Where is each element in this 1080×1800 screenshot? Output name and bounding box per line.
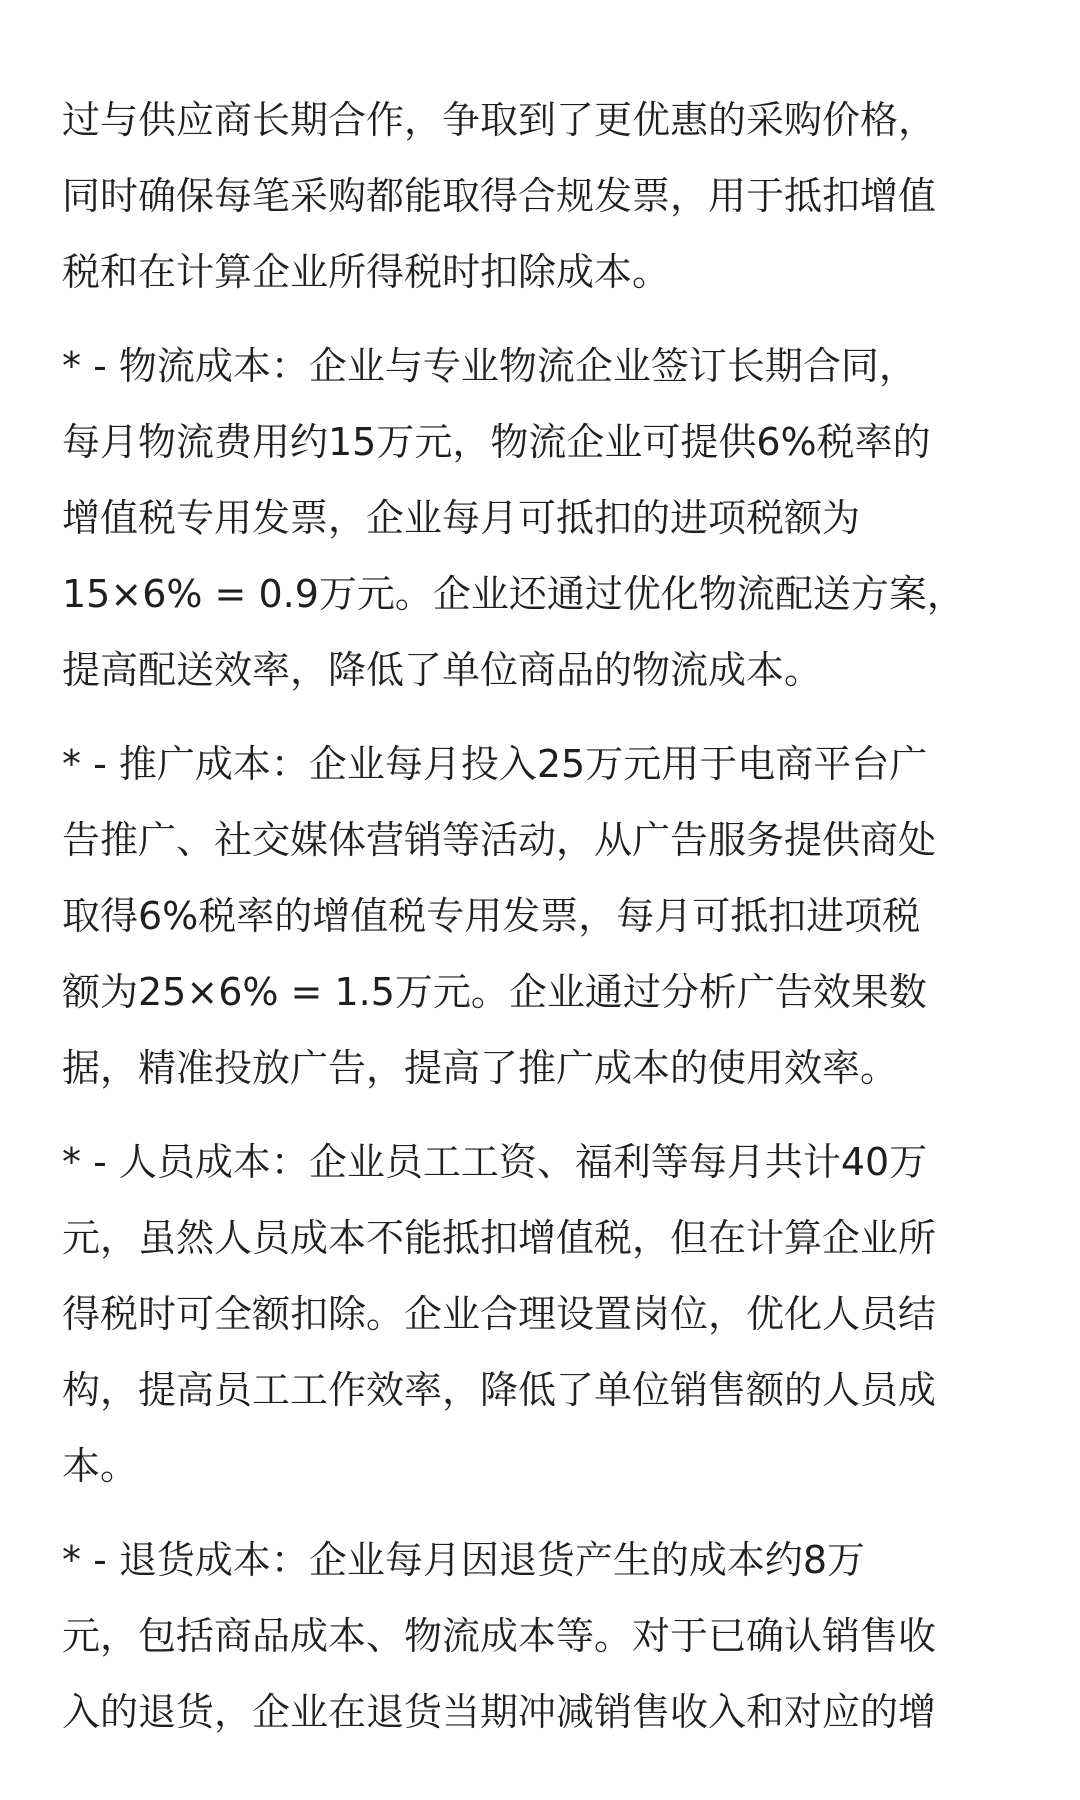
text-line: 入的退货，企业在退货当期冲减销售收入和对应的增 bbox=[62, 1690, 937, 1734]
text-line: 本。 bbox=[62, 1444, 139, 1488]
text-line: * - 人员成本：企业员工工资、福利等每月共计40万 bbox=[62, 1140, 928, 1184]
paragraph-intro-continued bbox=[62, 82, 1022, 310]
text-line: 同时确保每笔采购都能取得合规发票，用于抵扣增值 bbox=[62, 174, 937, 218]
text-line: 据，精准投放广告，提高了推广成本的使用效率。 bbox=[62, 1046, 899, 1090]
text-line: 每月物流费用约15万元，物流企业可提供6%税率的 bbox=[62, 420, 931, 464]
paragraph-logistics-cost bbox=[62, 328, 1022, 708]
text-line: 得税时可全额扣除。企业合理设置岗位，优化人员结 bbox=[62, 1292, 937, 1336]
text-line: 15×6% = 0.9万元。企业还通过优化物流配送方案， bbox=[62, 572, 965, 616]
text-line: 额为25×6% = 1.5万元。企业通过分析广告效果数 bbox=[62, 970, 927, 1014]
paragraph-promotion-cost bbox=[62, 726, 1022, 1106]
text-line: 元，虽然人员成本不能抵扣增值税，但在计算企业所 bbox=[62, 1216, 937, 1260]
text-line: 提高配送效率，降低了单位商品的物流成本。 bbox=[62, 648, 823, 692]
text-line: * - 推广成本：企业每月投入25万元用于电商平台广 bbox=[62, 742, 928, 786]
text-line: 元，包括商品成本、物流成本等。对于已确认销售收 bbox=[62, 1614, 937, 1658]
text-line: 增值税专用发票，企业每月可抵扣的进项税额为 bbox=[62, 496, 861, 540]
text-line: 税和在计算企业所得税时扣除成本。 bbox=[62, 250, 671, 294]
text-line: 过与供应商长期合作，争取到了更优惠的采购价格， bbox=[62, 98, 937, 142]
text-line: * - 物流成本：企业与专业物流企业签订长期合同， bbox=[62, 344, 917, 388]
text-line: * - 退货成本：企业每月因退货产生的成本约8万 bbox=[62, 1538, 866, 1582]
paragraph-personnel-cost bbox=[62, 1124, 1022, 1504]
text-line: 告推广、社交媒体营销等活动，从广告服务提供商处 bbox=[62, 818, 937, 862]
paragraph-return-cost bbox=[62, 1522, 1022, 1750]
text-line: 取得6%税率的增值税专用发票，每月可抵扣进项税 bbox=[62, 894, 921, 938]
text-line: 构，提高员工工作效率，降低了单位销售额的人员成 bbox=[62, 1368, 937, 1412]
article-body bbox=[62, 82, 1022, 1768]
